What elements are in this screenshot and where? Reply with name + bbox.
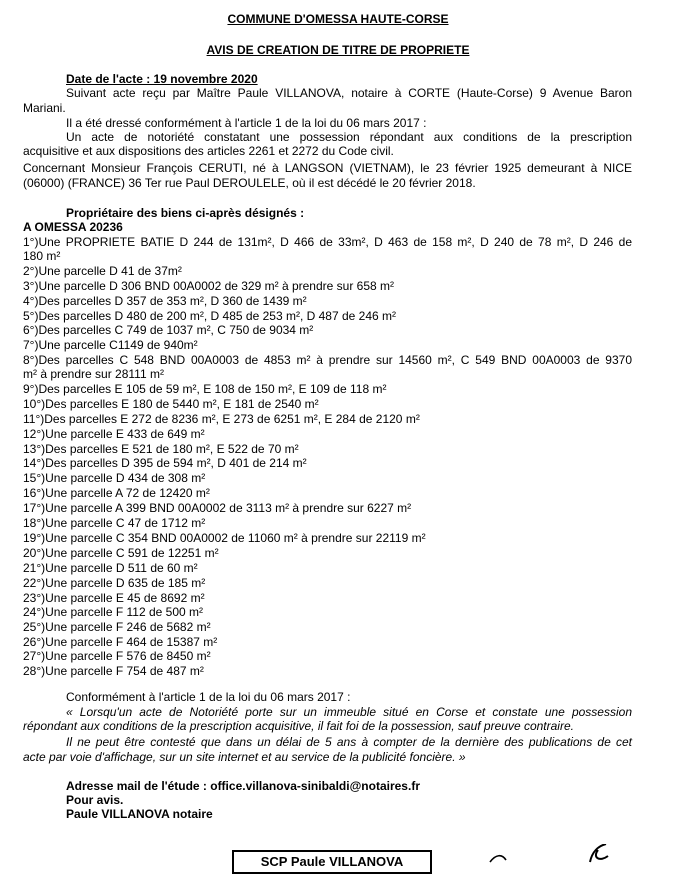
drawn-up-line: Il a été dressé conformément à l'article 1 de la loi du 06 mars 2017 : <box>66 116 427 130</box>
signature-image <box>480 844 620 864</box>
signatory-name: Paule VILLANOVA notaire <box>66 807 213 821</box>
legal-quote-line-3: Il ne peut être contesté que dans un délai de 5 ans à compter de la dernière des publications de cet <box>66 735 632 749</box>
concerning-line-1: Concernant Monsieur François CERUTI, né à LANGSON (VIETNAM), le 23 février 1925 demeurant à NICE <box>23 161 632 175</box>
owner-heading: Propriétaire des biens ci-après désignés : <box>66 206 305 220</box>
legal-quote-line-1: « Lorsqu'un acte de Notoriété porte sur un immeuble situé en Corse et constate une possession <box>66 705 632 719</box>
parcel-item: 3°)Une parcelle D 306 BND 00A0002 de 329 m² à prendre sur 658 m² <box>23 279 394 293</box>
owner-location: A OMESSA 20236 <box>23 220 123 234</box>
notoriety-line-1: Un acte de notoriété constatant une possession répondant aux conditions de la prescription <box>66 130 632 144</box>
parcel-item: 11°)Des parcelles E 272 de 8236 m², E 273 de 6251 m², E 284 de 2120 m² <box>23 412 420 426</box>
parcel-item: 7°)Une parcelle C1149 de 940m² <box>23 338 198 352</box>
pour-avis: Pour avis. <box>66 793 124 807</box>
legal-intro: Conformément à l'article 1 de la loi du 06 mars 2017 : <box>66 690 351 704</box>
parcel-item: 2°)Une parcelle D 41 de 37m² <box>23 264 182 278</box>
office-email: Adresse mail de l'étude : office.villanova-sinibaldi@notaires.fr <box>66 779 420 793</box>
deed-date: Date de l'acte : 19 novembre 2020 <box>66 72 258 86</box>
parcel-item: 5°)Des parcelles D 480 de 200 m², D 485 de 253 m², D 487 de 246 m² <box>23 309 396 323</box>
parcel-item: m² à prendre sur 28111 m² <box>23 367 164 381</box>
parcel-item: 28°)Une parcelle F 754 de 487 m² <box>23 664 204 678</box>
parcel-item: 180 m² <box>23 249 61 263</box>
parcel-item: 19°)Une parcelle C 354 BND 00A0002 de 11060 m² à prendre sur 22119 m² <box>23 531 426 545</box>
parcel-item: 15°)Une parcelle D 434 de 308 m² <box>23 471 206 485</box>
notary-stamp: SCP Paule VILLANOVA <box>232 850 432 874</box>
notary-line-1: Suivant acte reçu par Maître Paule VILLANOVA, notaire à CORTE (Haute-Corse) 9 Avenue Baron <box>66 86 632 100</box>
parcel-item: 4°)Des parcelles D 357 de 353 m², D 360 de 1439 m² <box>23 294 307 308</box>
commune-heading: COMMUNE D'OMESSA HAUTE-CORSE <box>227 12 449 26</box>
parcel-item: 8°)Des parcelles C 548 BND 00A0003 de 4853 m² à prendre sur 14560 m², C 549 BND 00A0003 de 9370 <box>23 353 632 367</box>
parcel-item: 25°)Une parcelle F 246 de 5682 m² <box>23 620 211 634</box>
parcel-item: 21°)Une parcelle D 511 de 60 m² <box>23 561 198 575</box>
parcel-item: 1°)Une PROPRIETE BATIE D 244 de 131m², D 466 de 33m², D 463 de 158 m², D 240 de 78 m², D 246 de <box>23 235 632 249</box>
legal-quote-line-4: acte par voie d'affichage, sur un site internet et au service de la publicité foncière. » <box>23 750 466 764</box>
parcel-item: 20°)Une parcelle C 591 de 12251 m² <box>23 546 219 560</box>
legal-quote-line-2: répondant aux conditions de la prescription acquisitive, il fait foi de la possession, sauf preuve contraire. <box>23 719 574 733</box>
parcel-item: 10°)Des parcelles E 180 de 5440 m², E 181 de 2540 m² <box>23 397 319 411</box>
parcel-item: 27°)Une parcelle F 576 de 8450 m² <box>23 649 211 663</box>
parcel-item: 26°)Une parcelle F 464 de 15387 m² <box>23 635 218 649</box>
parcel-item: 6°)Des parcelles C 749 de 1037 m², C 750 de 9034 m² <box>23 323 314 337</box>
parcel-item: 17°)Une parcelle A 399 BND 00A0002 de 3113 m² à prendre sur 6227 m² <box>23 501 412 515</box>
notoriety-line-2: acquisitive et aux dispositions des articles 2261 et 2272 du Code civil. <box>23 144 394 158</box>
parcel-item: 16°)Une parcelle A 72 de 12420 m² <box>23 486 210 500</box>
parcel-item: 12°)Une parcelle E 433 de 649 m² <box>23 427 205 441</box>
parcel-item: 14°)Des parcelles D 395 de 594 m², D 401 de 214 m² <box>23 456 307 470</box>
notice-title: AVIS DE CREATION DE TITRE DE PROPRIETE <box>206 43 470 57</box>
parcel-item: 22°)Une parcelle D 635 de 185 m² <box>23 576 206 590</box>
parcel-item: 13°)Des parcelles E 521 de 180 m², E 522 de 70 m² <box>23 442 299 456</box>
parcel-item: 9°)Des parcelles E 105 de 59 m², E 108 de 150 m², E 109 de 118 m² <box>23 382 387 396</box>
notary-line-2: Mariani. <box>23 101 66 115</box>
parcel-item: 18°)Une parcelle C 47 de 1712 m² <box>23 516 206 530</box>
concerning-line-2: (06000) (FRANCE) 36 Ter rue Paul DEROULELE, où il est décédé le 20 février 2018. <box>23 176 476 190</box>
parcel-item: 23°)Une parcelle E 45 de 8692 m² <box>23 591 205 605</box>
parcel-item: 24°)Une parcelle F 112 de 500 m² <box>23 605 204 619</box>
